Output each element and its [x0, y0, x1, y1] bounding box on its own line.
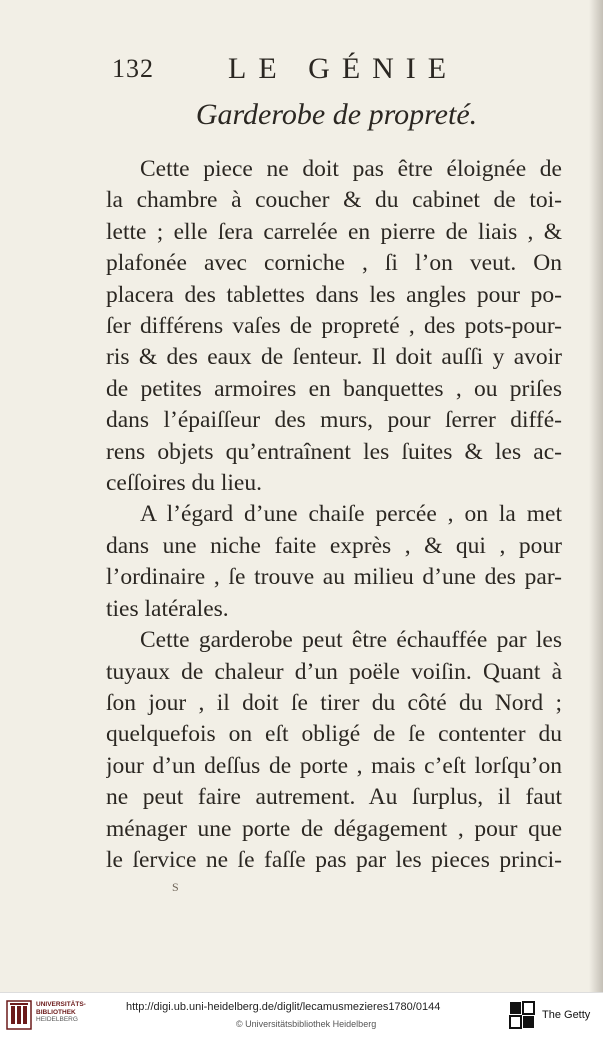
- text-line: de petites armoires en banquettes , ou priſes: [106, 375, 562, 402]
- permalink-url[interactable]: http://digi.ub.uni-heidelberg.de/diglit/lecamusmezieres1780/0144: [126, 1001, 441, 1013]
- running-title: LE GÉNIE: [228, 52, 459, 85]
- signature-mark: S: [172, 880, 179, 894]
- text-line: le ſervice ne ſe faſſe pas par les pieces princi-: [106, 846, 562, 873]
- body-text: [106, 154, 562, 876]
- copyright-notice: © Universitätsbibliothek Heidelberg: [236, 1019, 377, 1029]
- text-line: rens objets qu’entraînent les ſuites & les ac-: [106, 438, 562, 465]
- text-line: dans une niche faite exprès , & qui , pour: [106, 532, 562, 559]
- text-line: ſon jour , il doit ſe tirer du côté du Nord ;: [106, 689, 562, 716]
- text-line: ris & des eaux de ſenteur. Il doit auſſi y avoir: [106, 344, 562, 371]
- text-line: ceſſoires du lieu.: [106, 470, 262, 497]
- university-library-name: [36, 1001, 86, 1024]
- text-line: quelquefois on eſt obligé de ſe contenter du: [106, 721, 562, 748]
- page-edge-shadow: [589, 0, 603, 992]
- university-library-logo-icon: [6, 1000, 32, 1030]
- text-line: ménager une porte de dégagement , pour que: [106, 815, 562, 842]
- getty-logo-icon: [508, 1000, 536, 1030]
- text-line: plafonée avec corniche , ſi l’on veut. On: [106, 250, 562, 277]
- text-line: ne peut faire autrement. Au ſurplus, il faut: [106, 784, 562, 811]
- library-name-line-2: BIBLIOTHEK: [36, 1008, 76, 1016]
- library-name-line-1: UNIVERSITÄTS-: [36, 1001, 86, 1008]
- text-line: lette ; elle ſera carrelée en pierre de liais , &: [106, 218, 562, 245]
- getty-sponsor-name: The Getty: [542, 1009, 591, 1021]
- footer-bar: [0, 992, 603, 1038]
- text-line: dans l’épaiſſeur des murs, pour ſerrer diffé-: [106, 407, 562, 434]
- text-line: la chambre à coucher & du cabinet de toi-: [106, 187, 562, 214]
- text-line: tuyaux de chaleur d’un poële voiſin. Quant à: [106, 658, 562, 685]
- text-line: ſer différens vaſes de propreté , des pots-pour-: [106, 313, 562, 340]
- text-line: l’ordinaire , ſe trouve au milieu d’une des par-: [106, 564, 562, 591]
- section-heading: Garderobe de propreté.: [195, 98, 478, 131]
- text-line: placera des tablettes dans les angles pour po-: [106, 281, 562, 308]
- text-line: A l’égard d’une chaiſe percée , on la met: [140, 501, 562, 528]
- text-line: Cette piece ne doit pas être éloignée de: [140, 156, 562, 182]
- library-name-line-3: HEIDELBERG: [36, 1016, 78, 1023]
- text-line: Cette garderobe peut être échauffée par les: [140, 627, 562, 654]
- page-number: 132: [112, 54, 154, 83]
- text-line: jour d’un deſſus de porte , mais c’eſt lorſqu’on: [106, 752, 562, 779]
- page-header: [0, 52, 603, 92]
- text-line: ties latérales.: [106, 595, 229, 622]
